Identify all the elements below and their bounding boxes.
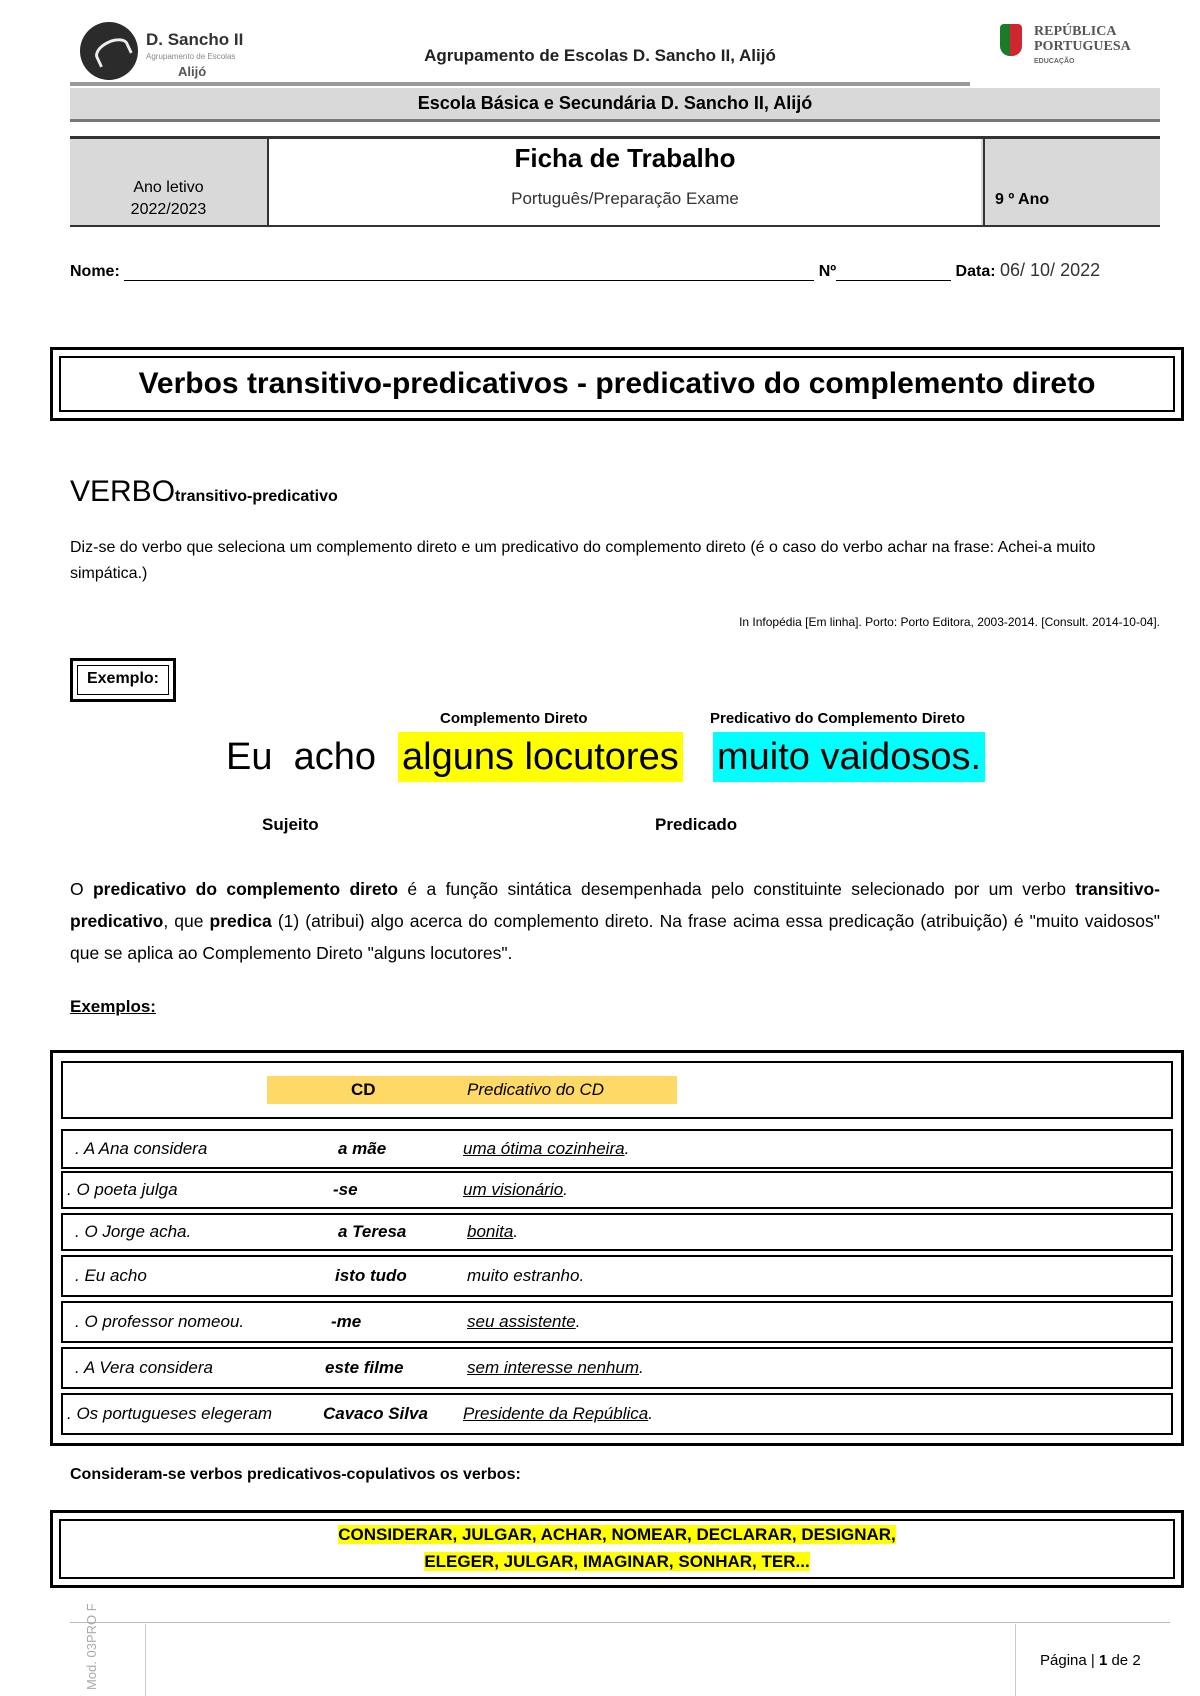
ficha-title-cell xyxy=(269,139,981,225)
ano-letivo-cell xyxy=(70,139,269,225)
ano-cell xyxy=(983,139,1162,225)
student-info-row xyxy=(70,260,1160,281)
nome-field[interactable] xyxy=(124,264,814,281)
table-row: . O poeta julga -se um visionário. xyxy=(61,1171,1173,1209)
label-predicado: Predicado xyxy=(655,815,738,834)
table-row: . A Ana considera a mãe uma ótima cozinheira. xyxy=(61,1129,1173,1169)
exemplos-heading: Exemplos: xyxy=(70,997,156,1016)
numero-label: Nº xyxy=(818,263,837,280)
numero-field[interactable] xyxy=(836,264,951,281)
footer-separator xyxy=(1015,1624,1016,1696)
header-divider xyxy=(70,82,970,86)
data-label: Data: xyxy=(955,263,996,280)
table-row: . A Vera considera este filme sem interesse nenhum. xyxy=(61,1347,1173,1389)
nome-label: Nome: xyxy=(70,263,120,280)
verbs-box xyxy=(50,1510,1184,1588)
school-logo-sub: Agrupamento de Escolas xyxy=(146,52,236,61)
example-subject-verb: Eu acho xyxy=(226,736,376,778)
ano-value: 9 º Ano xyxy=(995,191,1050,208)
label-complemento-direto: Complemento Direto xyxy=(440,710,588,727)
data-value: 06/ 10/ 2022 xyxy=(1000,260,1101,280)
example-pcd: muito vaidosos. xyxy=(713,732,985,782)
table-row: . O professor nomeou. -me seu assistente. xyxy=(61,1301,1173,1343)
school-logo-name: D. Sancho II xyxy=(146,30,244,49)
school-logo-town: Alijó xyxy=(178,64,207,79)
label-predicativo: Predicativo do Complemento Direto xyxy=(710,710,966,727)
verbo-definition: Diz-se do verbo que seleciona um complemento direto e um predicativo do complemento direto (é o caso do verbo achar na frase: Achei-a muito simpática.) xyxy=(70,539,1096,582)
main-title: Verbos transitivo-predicativos - predicativo do complemento direto xyxy=(59,356,1175,412)
table-row: . Os portugueses elegeram Cavaco Silva Presidente da República. xyxy=(61,1393,1173,1435)
header-pcd: Predicativo do CD xyxy=(467,1080,605,1099)
table-row: . O Jorge acha. a Teresa bonita. xyxy=(61,1213,1173,1251)
ficha-title: Ficha de Trabalho xyxy=(514,143,736,173)
form-code: Mod. 03PRO F xyxy=(84,1603,99,1690)
verbo-heading: VERBOtransitivo-predicativo xyxy=(70,475,338,508)
examples-table xyxy=(50,1050,1184,1446)
exemplo-box xyxy=(70,658,176,702)
flag-icon xyxy=(1000,24,1022,56)
label-sujeito: Sujeito xyxy=(262,815,319,834)
ficha-subtitle: Português/Preparação Exame xyxy=(511,189,739,208)
republica-logo xyxy=(1000,22,1150,72)
explanation-paragraph: O predicativo do complemento direto é a função sintática desempenhada pelo constituinte selecionado por um verbo transitivo-predicativo, que predica (1) (atribui) algo acerca do complemento direto. Na frase acima essa predicação (atribuição) é "muito vaidosos" que se aplica ao Complemento Direto "alguns locutores". xyxy=(70,879,1160,963)
exemplo-label: Exemplo: xyxy=(77,665,169,695)
footer-separator xyxy=(145,1624,146,1696)
consider-text: Consideram-se verbos predicativos-copulativos os verbos: xyxy=(70,1466,521,1483)
ano-letivo: Ano letivo 2022/2023 xyxy=(130,179,207,218)
escola-banner: Escola Básica e Secundária D. Sancho II, Alijó xyxy=(70,88,1160,122)
header-cd: CD xyxy=(351,1080,376,1099)
header-title: Agrupamento de Escolas D. Sancho II, Alijó xyxy=(424,46,776,65)
educacao-text: EDUCAÇÃO xyxy=(1034,58,1075,65)
verbs-list: CONSIDERAR, JULGAR, ACHAR, NOMEAR, DECLARAR, DESIGNAR, ELEGER, JULGAR, IMAGINAR, SONHAR, TER... xyxy=(59,1519,1175,1579)
table-row: . Eu acho isto tudo muito estranho. xyxy=(61,1255,1173,1297)
citation: In Infopédia [Em linha]. Porto: Porto Editora, 2003-2014. [Consult. 2014-10-04]. xyxy=(739,615,1160,629)
table-header-highlight xyxy=(267,1076,677,1104)
republica-text: REPÚBLICA PORTUGUESA xyxy=(1034,24,1131,54)
page-number: Página | 1 de 2 xyxy=(1040,1652,1141,1669)
footer-divider xyxy=(70,1622,1170,1623)
ficha-header-table xyxy=(70,136,1160,227)
main-title-box xyxy=(50,347,1184,421)
example-cd: alguns locutores xyxy=(398,732,683,782)
table-header-row xyxy=(61,1061,1173,1119)
